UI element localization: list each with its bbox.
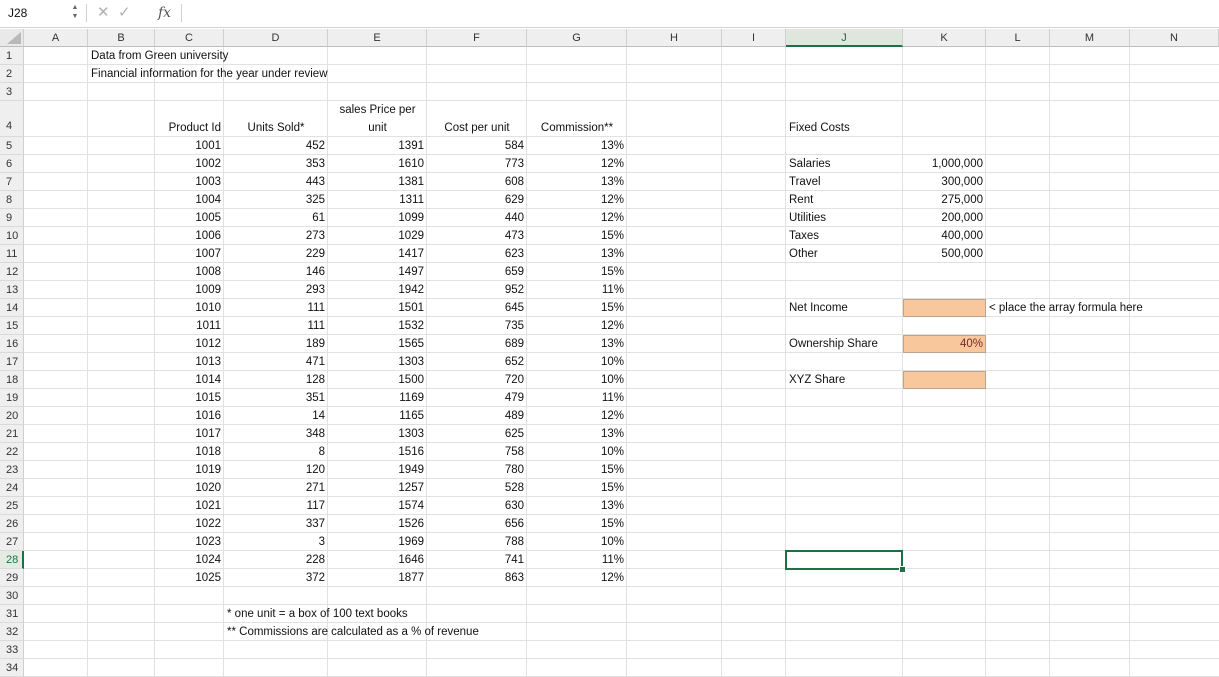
header-product-id[interactable]: Product Id xyxy=(168,122,221,134)
row-header-31[interactable]: 31 xyxy=(0,605,24,623)
cost-cell[interactable]: 528 xyxy=(504,482,524,494)
gridline-horizontal xyxy=(24,658,1219,659)
commission-cell[interactable]: 15% xyxy=(600,302,624,314)
product-id-cell[interactable]: 1011 xyxy=(196,320,221,332)
row-header-19[interactable]: 19 xyxy=(0,389,24,407)
product-id-cell[interactable]: 1006 xyxy=(195,230,221,242)
units-sold-cell[interactable]: 337 xyxy=(305,518,325,530)
row-header-27[interactable]: 27 xyxy=(0,533,24,551)
fixed-cost-label[interactable]: Travel xyxy=(789,176,821,188)
sales-price-cell[interactable]: 1565 xyxy=(398,338,424,350)
sales-price-cell[interactable]: 1574 xyxy=(398,500,424,512)
units-sold-cell[interactable]: 189 xyxy=(305,338,325,350)
units-sold-cell[interactable]: 293 xyxy=(305,284,325,296)
gridline-vertical xyxy=(721,47,722,676)
commission-cell[interactable]: 13% xyxy=(600,248,624,260)
commission-cell[interactable]: 10% xyxy=(600,446,624,458)
active-cell-cursor[interactable] xyxy=(785,550,903,570)
commission-cell[interactable]: 12% xyxy=(600,410,624,422)
sales-price-cell[interactable]: 1099 xyxy=(398,212,424,224)
commission-cell[interactable]: 13% xyxy=(600,500,624,512)
sales-price-cell[interactable]: 1391 xyxy=(398,140,424,152)
sales-price-cell[interactable]: 1500 xyxy=(398,374,424,386)
product-id-cell[interactable]: 1016 xyxy=(195,410,221,422)
cost-cell[interactable]: 629 xyxy=(504,194,524,206)
name-box[interactable]: J28 xyxy=(4,4,80,22)
commission-cell[interactable]: 11% xyxy=(601,554,624,566)
row-header-5[interactable]: 5 xyxy=(0,137,24,155)
fixed-cost-value[interactable]: 200,000 xyxy=(941,212,983,224)
product-id-cell[interactable]: 1014 xyxy=(195,374,221,386)
row-header-14[interactable]: 14 xyxy=(0,299,24,317)
gridline-vertical xyxy=(985,47,986,676)
column-header-i[interactable]: I xyxy=(722,29,786,47)
commission-cell[interactable]: 12% xyxy=(600,212,624,224)
formula-bar-divider xyxy=(86,4,87,22)
sales-price-cell[interactable]: 1646 xyxy=(398,554,424,566)
cost-cell[interactable]: 440 xyxy=(504,212,524,224)
commission-cell[interactable]: 10% xyxy=(600,356,624,368)
sales-price-cell[interactable]: 1532 xyxy=(398,320,424,332)
gridline-vertical xyxy=(902,47,903,676)
row-header-30[interactable]: 30 xyxy=(0,587,24,605)
product-id-cell[interactable]: 1015 xyxy=(195,392,221,404)
column-header-e[interactable]: E xyxy=(328,29,427,47)
column-header-l[interactable]: L xyxy=(986,29,1050,47)
row-header-3[interactable]: 3 xyxy=(0,83,24,101)
column-header-c[interactable]: C xyxy=(155,29,224,47)
commission-cell[interactable]: 11% xyxy=(601,284,624,296)
formula-bar-divider xyxy=(181,4,182,22)
cost-cell[interactable]: 788 xyxy=(504,536,524,548)
sales-price-cell[interactable]: 1526 xyxy=(398,518,424,530)
units-sold-cell[interactable]: 228 xyxy=(305,554,325,566)
units-sold-cell[interactable]: 271 xyxy=(305,482,325,494)
cost-cell[interactable]: 952 xyxy=(504,284,524,296)
product-id-cell[interactable]: 1025 xyxy=(195,572,221,584)
column-header-g[interactable]: G xyxy=(527,29,627,47)
units-sold-cell[interactable]: 372 xyxy=(305,572,325,584)
cost-cell[interactable]: 863 xyxy=(504,572,524,584)
sales-price-cell[interactable]: 1311 xyxy=(399,194,424,206)
row-header-9[interactable]: 9 xyxy=(0,209,24,227)
fixed-cost-label[interactable]: Other xyxy=(789,248,818,260)
product-id-cell[interactable]: 1013 xyxy=(195,356,221,368)
cost-cell[interactable]: 720 xyxy=(504,374,524,386)
sales-price-cell[interactable]: 1501 xyxy=(398,302,424,314)
commission-cell[interactable]: 13% xyxy=(600,428,624,440)
product-id-cell[interactable]: 1004 xyxy=(195,194,221,206)
product-id-cell[interactable]: 1008 xyxy=(195,266,221,278)
commission-cell[interactable]: 15% xyxy=(600,518,624,530)
row-header-21[interactable]: 21 xyxy=(0,425,24,443)
units-sold-cell[interactable]: 273 xyxy=(305,230,325,242)
fixed-cost-label[interactable]: Utilities xyxy=(789,212,827,224)
commission-cell[interactable]: 15% xyxy=(600,230,624,242)
row-header-10[interactable]: 10 xyxy=(0,227,24,245)
sales-price-cell[interactable]: 1381 xyxy=(398,176,424,188)
product-id-cell[interactable]: 1017 xyxy=(195,428,221,440)
fixed-cost-value[interactable]: 275,000 xyxy=(941,194,983,206)
sales-price-cell[interactable]: 1029 xyxy=(398,230,424,242)
cost-cell[interactable]: 479 xyxy=(504,392,524,404)
sales-price-cell[interactable]: 1942 xyxy=(398,284,424,296)
units-sold-cell[interactable]: 8 xyxy=(318,446,325,458)
units-sold-cell[interactable]: 120 xyxy=(305,464,325,476)
units-sold-cell[interactable]: 117 xyxy=(306,500,325,512)
gridline-vertical xyxy=(87,47,88,676)
commission-cell[interactable]: 15% xyxy=(600,482,624,494)
net-income-note[interactable]: < place the array formula here xyxy=(989,302,1143,314)
sales-price-cell[interactable]: 1969 xyxy=(398,536,424,548)
commission-cell[interactable]: 10% xyxy=(600,374,624,386)
sales-price-cell[interactable]: 1165 xyxy=(399,410,424,422)
row-header-32[interactable]: 32 xyxy=(0,623,24,641)
fixed-cost-value[interactable]: 1,000,000 xyxy=(931,158,983,170)
fixed-cost-value[interactable]: 400,000 xyxy=(941,230,983,242)
gridline-vertical xyxy=(1129,47,1130,676)
fixed-cost-label[interactable]: Taxes xyxy=(789,230,820,242)
commission-cell[interactable]: 12% xyxy=(600,194,624,206)
row-header-33[interactable]: 33 xyxy=(0,641,24,659)
select-all-button[interactable] xyxy=(0,29,24,47)
product-id-cell[interactable]: 1001 xyxy=(195,140,221,152)
enter-icon[interactable]: ✓ xyxy=(118,4,131,21)
row-header-34[interactable]: 34 xyxy=(0,659,24,677)
cost-cell[interactable]: 645 xyxy=(504,302,524,314)
product-id-cell[interactable]: 1024 xyxy=(195,554,221,566)
commission-cell[interactable]: 13% xyxy=(600,338,624,350)
sales-price-cell[interactable]: 1877 xyxy=(398,572,424,584)
formula-input[interactable] xyxy=(186,4,1214,22)
row-header-2[interactable]: 2 xyxy=(0,65,24,83)
row-header-13[interactable]: 13 xyxy=(0,281,24,299)
spreadsheet-grid[interactable] xyxy=(0,29,1219,676)
row-header-28[interactable]: 28 xyxy=(0,551,24,569)
insert-function-icon[interactable]: fx xyxy=(158,5,172,21)
cost-cell[interactable]: 735 xyxy=(504,320,524,332)
product-id-cell[interactable]: 1018 xyxy=(195,446,221,458)
units-sold-cell[interactable]: 351 xyxy=(305,392,325,404)
row-header-11[interactable]: 11 xyxy=(0,245,24,263)
commission-cell[interactable]: 15% xyxy=(600,464,624,476)
row-header-16[interactable]: 16 xyxy=(0,335,24,353)
cost-cell[interactable]: 656 xyxy=(504,518,524,530)
gridline-vertical xyxy=(1049,47,1050,676)
product-id-cell[interactable]: 1009 xyxy=(195,284,221,296)
ownership-share-label[interactable]: Ownership Share xyxy=(789,338,878,350)
formula-bar xyxy=(0,0,1219,28)
units-sold-cell[interactable]: 471 xyxy=(305,356,325,368)
row-header-7[interactable]: 7 xyxy=(0,173,24,191)
fixed-cost-label[interactable]: Rent xyxy=(789,194,814,206)
column-header-d[interactable]: D xyxy=(224,29,328,47)
row-header-22[interactable]: 22 xyxy=(0,443,24,461)
row-header-8[interactable]: 8 xyxy=(0,191,24,209)
column-header-h[interactable]: H xyxy=(627,29,722,47)
product-id-cell[interactable]: 1007 xyxy=(195,248,221,260)
column-header-j[interactable]: J xyxy=(786,29,903,47)
row-header-25[interactable]: 25 xyxy=(0,497,24,515)
row-header-6[interactable]: 6 xyxy=(0,155,24,173)
sales-price-cell[interactable]: 1169 xyxy=(399,392,424,404)
sales-price-cell[interactable]: 1516 xyxy=(398,446,424,458)
cost-cell[interactable]: 630 xyxy=(504,500,524,512)
footnote-2[interactable]: ** Commissions are calculated as a % of revenue xyxy=(227,626,479,638)
cost-cell[interactable]: 473 xyxy=(504,230,524,242)
column-header-k[interactable]: K xyxy=(903,29,986,47)
fixed-costs-title[interactable]: Fixed Costs xyxy=(789,122,850,134)
commission-cell[interactable]: 13% xyxy=(600,176,624,188)
column-header-f[interactable]: F xyxy=(427,29,527,47)
cost-cell[interactable]: 780 xyxy=(504,464,524,476)
cost-cell[interactable]: 625 xyxy=(504,428,524,440)
gridline-horizontal xyxy=(24,100,1219,101)
units-sold-cell[interactable]: 14 xyxy=(312,410,325,422)
net-income-label[interactable]: Net Income xyxy=(789,302,848,314)
cost-cell[interactable]: 623 xyxy=(504,248,524,260)
fill-handle[interactable] xyxy=(899,566,906,573)
units-sold-cell[interactable]: 3 xyxy=(318,536,325,548)
fixed-cost-value[interactable]: 500,000 xyxy=(941,248,983,260)
xyz-share-input[interactable] xyxy=(903,371,986,389)
product-id-cell[interactable]: 1012 xyxy=(195,338,221,350)
units-sold-cell[interactable]: 443 xyxy=(305,176,325,188)
product-id-cell[interactable]: 1003 xyxy=(195,176,221,188)
row-header-26[interactable]: 26 xyxy=(0,515,24,533)
commission-cell[interactable]: 12% xyxy=(600,320,624,332)
column-header-a[interactable]: A xyxy=(24,29,88,47)
title-line-1[interactable]: Data from Green university xyxy=(91,50,229,62)
units-sold-cell[interactable]: 325 xyxy=(305,194,325,206)
commission-cell[interactable]: 11% xyxy=(601,392,624,404)
title-line-2[interactable]: Financial information for the year under review xyxy=(91,68,328,80)
units-sold-cell[interactable]: 111 xyxy=(307,320,325,332)
units-sold-cell[interactable]: 229 xyxy=(305,248,325,260)
column-header-m[interactable]: M xyxy=(1050,29,1130,47)
product-id-cell[interactable]: 1023 xyxy=(195,536,221,548)
cost-cell[interactable]: 584 xyxy=(504,140,524,152)
units-sold-cell[interactable]: 61 xyxy=(312,212,325,224)
product-id-cell[interactable]: 1021 xyxy=(195,500,221,512)
product-id-cell[interactable]: 1002 xyxy=(195,158,221,170)
fixed-cost-label[interactable]: Salaries xyxy=(789,158,831,170)
sales-price-cell[interactable]: 1303 xyxy=(398,428,424,440)
product-id-cell[interactable]: 1010 xyxy=(195,302,221,314)
row-header-1[interactable]: 1 xyxy=(0,47,24,65)
header-commission[interactable]: Commission** xyxy=(540,122,614,134)
commission-cell[interactable]: 12% xyxy=(600,572,624,584)
column-header-b[interactable]: B xyxy=(88,29,155,47)
cost-cell[interactable]: 773 xyxy=(504,158,524,170)
cost-cell[interactable]: 652 xyxy=(504,356,524,368)
header-units-sold[interactable]: Units Sold* xyxy=(247,122,305,134)
header-sales-price-unit[interactable]: unit xyxy=(368,122,387,134)
cost-cell[interactable]: 489 xyxy=(504,410,524,422)
units-sold-cell[interactable]: 452 xyxy=(305,140,325,152)
product-id-cell[interactable]: 1020 xyxy=(195,482,221,494)
row-header-29[interactable]: 29 xyxy=(0,569,24,587)
name-box-dropdown-icon[interactable]: ▲ ▼ xyxy=(71,4,79,20)
sales-price-cell[interactable]: 1257 xyxy=(398,482,424,494)
commission-cell[interactable]: 13% xyxy=(600,140,624,152)
cost-cell[interactable]: 659 xyxy=(504,266,524,278)
units-sold-cell[interactable]: 353 xyxy=(305,158,325,170)
units-sold-cell[interactable]: 348 xyxy=(305,428,325,440)
sales-price-cell[interactable]: 1497 xyxy=(398,266,424,278)
header-sales-price[interactable]: sales Price per xyxy=(339,104,416,116)
xyz-share-label[interactable]: XYZ Share xyxy=(789,374,846,386)
row-header-23[interactable]: 23 xyxy=(0,461,24,479)
column-header-n[interactable]: N xyxy=(1130,29,1219,47)
footnote-1[interactable]: * one unit = a box of 100 text books xyxy=(227,608,408,620)
units-sold-cell[interactable]: 146 xyxy=(305,266,325,278)
row-header-24[interactable]: 24 xyxy=(0,479,24,497)
cost-cell[interactable]: 689 xyxy=(504,338,524,350)
header-cost-per-unit[interactable]: Cost per unit xyxy=(444,122,510,134)
cost-cell[interactable]: 608 xyxy=(504,176,524,188)
commission-cell[interactable]: 12% xyxy=(600,158,624,170)
row-header-12[interactable]: 12 xyxy=(0,263,24,281)
sales-price-cell[interactable]: 1303 xyxy=(398,356,424,368)
commission-cell[interactable]: 10% xyxy=(600,536,624,548)
sales-price-cell[interactable]: 1417 xyxy=(398,248,424,260)
commission-cell[interactable]: 15% xyxy=(600,266,624,278)
row-header-4[interactable]: 4 xyxy=(0,101,24,137)
net-income-input[interactable] xyxy=(903,299,986,317)
gridline-vertical xyxy=(785,47,786,676)
sales-price-cell[interactable]: 1949 xyxy=(398,464,424,476)
units-sold-cell[interactable]: 111 xyxy=(307,302,325,314)
fixed-cost-value[interactable]: 300,000 xyxy=(941,176,983,188)
product-id-cell[interactable]: 1019 xyxy=(195,464,221,476)
product-id-cell[interactable]: 1022 xyxy=(195,518,221,530)
cost-cell[interactable]: 741 xyxy=(504,554,524,566)
row-header-18[interactable]: 18 xyxy=(0,371,24,389)
cost-cell[interactable]: 758 xyxy=(504,446,524,458)
ownership-share-input[interactable]: 40% xyxy=(959,338,983,350)
units-sold-cell[interactable]: 128 xyxy=(305,374,325,386)
cancel-icon[interactable]: ✕ xyxy=(97,4,110,21)
product-id-cell[interactable]: 1005 xyxy=(195,212,221,224)
row-header-20[interactable]: 20 xyxy=(0,407,24,425)
sales-price-cell[interactable]: 1610 xyxy=(398,158,424,170)
row-header-17[interactable]: 17 xyxy=(0,353,24,371)
row-header-15[interactable]: 15 xyxy=(0,317,24,335)
